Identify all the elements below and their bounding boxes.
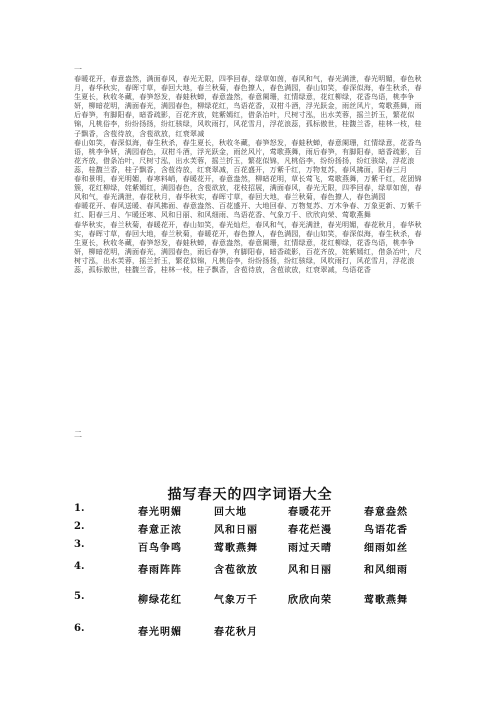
row-number: 1.: [74, 503, 85, 514]
idiom-row: [74, 561, 434, 577]
idiom-cell: 春意盎然: [364, 507, 408, 518]
idiom-cell: 春花烂漫: [288, 525, 332, 536]
idiom-row: [74, 539, 434, 555]
idiom-paragraphs: [74, 74, 426, 274]
idiom-cell: 莺歌燕舞: [364, 595, 408, 606]
idiom-cell: 气象万千: [214, 595, 258, 606]
idiom-cell: 鸟语花香: [364, 525, 408, 536]
idiom-cell: 含苞欲放: [214, 565, 258, 576]
paragraph: 春和景明，春光明媚，春寒料峭，春暖花开，春意盎然，柳暗花明，草长莺飞，莺歌燕舞，万紫千红，花团锦簇，花红柳绿，姹紫嫣红，满园春色，含苞欲放，花枝招展，满面春风，春光无限，四季回春，绿草如茵，春风和气，春光满泄，春花秋月，春华秋实，春晖寸草，春回大地，春兰秋菊，春色撩人，春色满园: [74, 174, 422, 202]
section-marker-two: 二: [74, 430, 82, 439]
paragraph: 春暖花开、春风送暖、春风拂面、春意盎然、百花盛开、大地回春、万物复苏、万木争春、万象更新、万紫千红、阳春三月、乍暖还寒、风和日丽、和风细雨、鸟语花香、气象万千、欣欣向荣、莺歌燕舞: [74, 201, 422, 220]
idiom-cell: 春光明媚: [138, 627, 182, 638]
row-number: 4.: [74, 561, 85, 572]
idiom-cell: 春暖花开: [288, 507, 332, 518]
idiom-row: [74, 503, 434, 519]
idiom-cell: 莺歌燕舞: [214, 543, 258, 554]
idiom-cell: 雨过天晴: [288, 543, 332, 554]
row-number: 5.: [74, 591, 85, 602]
paragraph: 春华秋实，春兰秋菊，春暖花开，春山如笑，春光灿烂，春风和气，春光满泄，春光明媚，春花秋月，春华秋实，春晖寸草，春回大地，春兰秋菊，春暖花开，春色撩人，春色满园，春山如笑，春深似海，春生秋杀，春生夏长，秋收冬藏，春笋怒发，春蛙秋蝉，春意盎然，春意阑珊，红情绿意，花红柳绿，花香鸟语，桃李争妍，柳暗花明，满面春光，满园春色，雨后春笋，有脚阳春，暗香疏影，百花齐放，姹紫嫣红，借条冶叶，尺树寸泓，出水芙蓉，摇兰折玉，繁花似锦，凡桃俗李，纷纷扬扬，纷红骇绿，风吹雨打，风花雪月，浮花浪蕊，孤标傲世，桂馥兰香，桂林一枝，桂子飘香，含苞待放，含苞欲放，红衰翠减，鸟语花香: [74, 219, 422, 274]
idiom-cell: 春雨阵阵: [138, 565, 182, 576]
row-number: 3.: [74, 539, 85, 550]
idiom-row: [74, 623, 434, 639]
paragraph: 春山如笑，春深似海，春生秋杀，春生夏长，秋收冬藏，春笋怒发，春蛙秋蝉，春意阑珊，红情绿意，花香鸟语，桃李争妍，满园春色，双柑斗酒，浮光跃金，雨丝风片，莺歌燕舞，雨后春笋，有脚阳春，暗香疏影，百花齐放，借条冶叶，尺树寸泓，出水芙蓉，摇兰折玉，繁花似锦，凡桃俗李，纷纷扬扬，纷红骇绿，浮花浪蕊，桂馥兰香，桂子飘香，含苞待放，红衰翠减，百花盛开，万紫千红，万物复苏，春风拂面，阳春三月: [74, 137, 422, 174]
section-marker-one: 一: [74, 65, 82, 74]
idiom-cell: 春意正浓: [138, 525, 182, 536]
idiom-cell: 百鸟争鸣: [138, 543, 182, 554]
idiom-cell: 欣欣向荣: [288, 595, 332, 606]
row-number: 6.: [74, 623, 85, 634]
idiom-cell: 回大地: [214, 507, 247, 518]
idiom-row: [74, 591, 434, 607]
paragraph: 春暖花开，春意盎然，满面春风，春光无限，四季回春，绿草如茵，春风和气，春光满泄，春光明媚，春色秋月，春华秋实，春晖寸草，春回大地，春兰秋菊，春色撩人，春色满园，春山如笑，春深似海，春生秋杀，春生夏长，秋收冬藏，春笋怒发，春蛙秋蝉，春意盎然，春意阑珊，红情绿意，花红柳绿，花香鸟语，桃李争妍，柳暗花明，满面春光，满园春色，柳绿花红，鸟语花香，双柑斗酒，浮光跃金，雨丝风片，莺歌燕舞，雨后春笋，有脚阳春，暗香疏影，百花齐放，姹紫嫣红，借条冶叶，尺树寸泓，出水芙蓉，摇兰折玉，繁花似锦，凡桃俗李，纷纷扬扬，纷红骇绿，风吹雨打，风花雪月，浮花浪蕊，孤标傲世，桂馥兰香，桂林一枝，桂子飘香，含苞待放，含苞欲放，红衰翠减: [74, 74, 422, 138]
idiom-row: [74, 521, 434, 537]
row-number: 2.: [74, 521, 85, 532]
idiom-cell: 细雨如丝: [364, 543, 408, 554]
idiom-cell: 风和日丽: [214, 525, 258, 536]
idiom-cell: 和风细雨: [364, 565, 408, 576]
idiom-cell: 春光明媚: [138, 507, 182, 518]
idiom-cell: 柳绿花红: [138, 595, 182, 606]
idiom-cell: 风和日丽: [288, 565, 332, 576]
idiom-cell: 春花秋月: [214, 627, 258, 638]
page-title: 描写春天的四字词语大全: [167, 487, 333, 503]
